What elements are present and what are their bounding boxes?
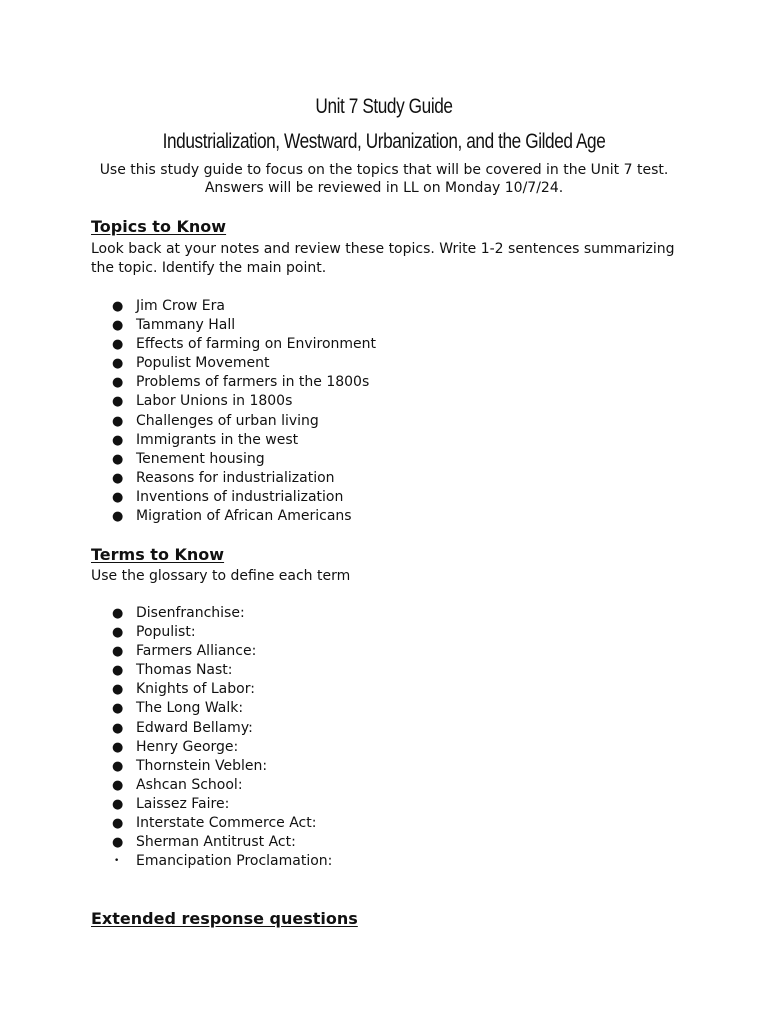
terms-instructions: Use the glossary to define each term xyxy=(91,568,351,584)
bullet-icon: ● xyxy=(112,509,124,525)
list-item-label: Challenges of urban living xyxy=(136,412,319,429)
list-item-label: Interstate Commerce Act: xyxy=(136,815,317,832)
list-item-label: Thornstein Veblen: xyxy=(136,757,268,774)
list-item-label: Jim Crow Era xyxy=(136,298,225,314)
topics-heading: Topics to Know xyxy=(91,217,227,236)
list-item xyxy=(112,852,332,871)
bullet-icon: ● xyxy=(112,375,124,391)
list-item xyxy=(112,297,376,316)
list-item-label: Thomas Nast: xyxy=(136,662,233,679)
bullet-icon: ● xyxy=(112,682,124,698)
list-item-label: Populist: xyxy=(136,624,196,641)
list-item-label: Emancipation Proclamation: xyxy=(136,853,333,870)
list-item xyxy=(112,680,332,699)
bullet-icon: ● xyxy=(112,777,124,793)
list-item-label: Laissez Faire: xyxy=(136,795,230,812)
list-item xyxy=(112,814,332,833)
bullet-icon: ● xyxy=(112,356,124,372)
list-item xyxy=(112,373,376,392)
bullet-icon: ● xyxy=(112,432,124,448)
list-item-label: Reasons for industrialization xyxy=(136,469,335,486)
bullet-icon: ● xyxy=(112,739,124,755)
list-item-label: Ashcan School: xyxy=(136,776,243,793)
list-item xyxy=(112,488,376,507)
list-item xyxy=(112,354,376,373)
topics-instructions: Look back at your notes and review these topics. Write 1-2 sentences summarizing the topic. Identify the main point. xyxy=(91,241,675,276)
list-item-label: Edward Bellamy: xyxy=(136,719,253,736)
list-item xyxy=(112,661,332,680)
bullet-icon: ● xyxy=(112,720,124,736)
terms-list xyxy=(112,604,332,871)
bullet-icon: ● xyxy=(112,470,124,486)
list-item-label: Sherman Antitrust Act: xyxy=(136,834,296,851)
bullet-icon: ● xyxy=(112,413,124,429)
list-item xyxy=(112,719,332,738)
list-item xyxy=(112,431,376,450)
extended-response-heading: Extended response questions xyxy=(91,909,358,928)
bullet-icon: ● xyxy=(112,394,124,410)
bullet-icon: ● xyxy=(112,663,124,679)
topics-list xyxy=(112,297,376,526)
list-item-label: Inventions of industrialization xyxy=(136,488,344,505)
list-item xyxy=(112,642,332,661)
bullet-icon: • xyxy=(114,856,120,867)
list-item xyxy=(112,469,376,488)
list-item-label: Knights of Labor: xyxy=(136,681,255,698)
terms-heading: Terms to Know xyxy=(91,545,225,564)
list-item xyxy=(112,507,376,526)
list-item-label: Disenfranchise: xyxy=(136,605,245,621)
list-item xyxy=(112,335,376,354)
list-item-label: Labor Unions in 1800s xyxy=(136,393,293,410)
list-item xyxy=(112,699,332,718)
intro-line-2: Answers will be reviewed in LL on Monday 10/7/24. xyxy=(204,180,564,196)
bullet-icon: ● xyxy=(112,816,124,832)
list-item xyxy=(112,604,332,623)
list-item-label: The Long Walk: xyxy=(136,700,244,717)
list-item-label: Immigrants in the west xyxy=(136,431,299,448)
list-item xyxy=(112,833,332,852)
bullet-icon: ● xyxy=(112,318,124,334)
document-subtitle: Industrialization, Westward, Urbanization, and the Gilded Age xyxy=(162,130,606,153)
list-item-label: Problems of farmers in the 1800s xyxy=(136,374,370,391)
bullet-icon: ● xyxy=(112,451,124,467)
list-item-label: Migration of African Americans xyxy=(136,508,352,525)
bullet-icon: ● xyxy=(112,796,124,812)
bullet-icon: ● xyxy=(112,835,124,851)
bullet-icon: ● xyxy=(112,489,124,505)
list-item xyxy=(112,316,376,335)
bullet-icon: ● xyxy=(112,337,124,353)
list-item-label: Effects of farming on Environment xyxy=(136,336,377,353)
bullet-icon: ● xyxy=(112,625,124,641)
bullet-icon: ● xyxy=(112,644,124,660)
list-item xyxy=(112,776,332,795)
list-item xyxy=(112,795,332,814)
list-item xyxy=(112,450,376,469)
list-item xyxy=(112,412,376,431)
list-item xyxy=(112,738,332,757)
bullet-icon: ● xyxy=(112,299,124,314)
list-item xyxy=(112,757,332,776)
list-item-label: Tammany Hall xyxy=(136,317,236,334)
bullet-icon: ● xyxy=(112,606,124,621)
list-item xyxy=(112,623,332,642)
intro-line-1: Use this study guide to focus on the topics that will be covered in the Unit 7 test. xyxy=(99,162,669,178)
bullet-icon: ● xyxy=(112,758,124,774)
list-item xyxy=(112,392,376,411)
document-title: Unit 7 Study Guide xyxy=(315,95,453,118)
list-item-label: Farmers Alliance: xyxy=(136,643,257,660)
list-item-label: Tenement housing xyxy=(136,450,265,467)
bullet-icon: ● xyxy=(112,701,124,717)
list-item-label: Populist Movement xyxy=(136,355,270,372)
list-item-label: Henry George: xyxy=(136,738,239,755)
